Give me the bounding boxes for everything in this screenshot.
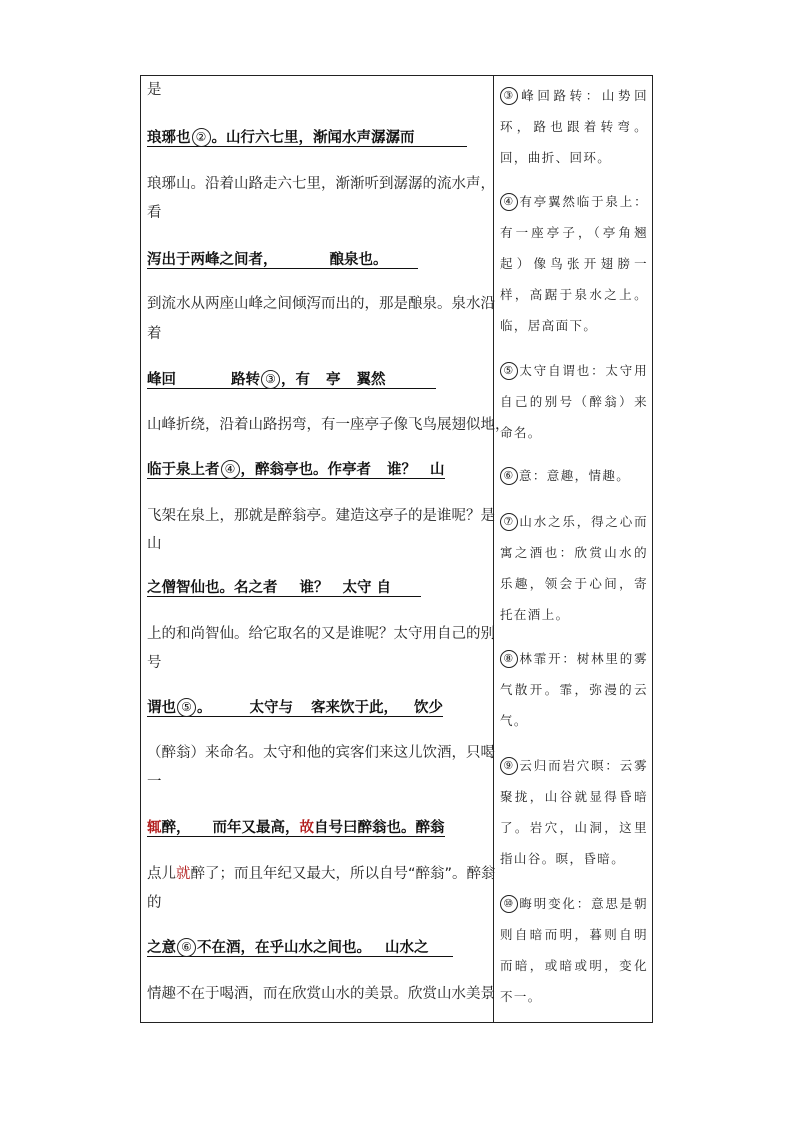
original-text <box>147 580 421 597</box>
original-segment: 。山行六七里，渐闻水声潺潺而 <box>211 130 415 146</box>
translation-line <box>147 653 162 673</box>
original-segment: 翼然 <box>356 372 386 388</box>
note-item <box>500 186 648 341</box>
original-segment: 山水之 <box>385 940 429 956</box>
translation-line <box>147 864 496 884</box>
original-line <box>147 938 453 958</box>
note-number: ⑨ <box>500 757 518 775</box>
note-text: 有亭翼然临于泉上：有一座亭子，（亭角翘起）像鸟张开翅膀一样，高踞于泉水之上。临，居高面下。 <box>500 194 648 333</box>
original-line <box>147 578 421 598</box>
original-segment: 而年又最高， <box>212 820 300 836</box>
translation-line <box>147 324 162 344</box>
translation-text: 着 <box>147 326 162 342</box>
original-segment: 琅琊也 <box>147 130 191 146</box>
translation-line <box>147 624 495 644</box>
note-text: 太守自谓也：太守用自己的别号（醉翁）来命名。 <box>500 363 648 440</box>
original-text <box>147 820 445 837</box>
original-line <box>147 460 445 480</box>
original-segment: 泻出于两峰之间者， <box>147 252 278 268</box>
original-text <box>147 130 467 147</box>
translation-line <box>147 174 495 194</box>
translation-text: 情趣不在于喝酒，而在欣赏山水的美景。欣赏山水美景 <box>147 986 495 1002</box>
original-text <box>147 372 436 389</box>
note-item <box>500 643 648 736</box>
note-text: 山水之乐，得之心而寓之酒也：欣赏山水的乐趣，领会于心间，寄托在酒上。 <box>500 514 648 622</box>
original-segment: 亭 <box>326 372 341 388</box>
translation-line <box>147 743 495 763</box>
original-segment: 醉， <box>161 820 191 836</box>
note-item <box>500 460 648 491</box>
translation-highlight: 就 <box>176 866 191 882</box>
translation-line <box>147 772 162 792</box>
original-segment: 之僧智仙也。名之者 <box>147 580 278 596</box>
translation-text: 号 <box>147 655 162 671</box>
note-text: 意：意趣，情趣。 <box>519 468 631 483</box>
note-text: 林霏开：树林里的雾气散开。霏，弥漫的云气。 <box>500 651 648 728</box>
original-text <box>147 700 443 717</box>
note-number: ④ <box>500 193 518 211</box>
original-text <box>147 252 418 269</box>
note-marker: ④ <box>221 460 240 479</box>
translation-text: 飞架在泉上，那就是醉翁亭。建造这亭子的是谁呢？是 <box>147 508 495 524</box>
translation-line <box>147 534 162 554</box>
note-marker: ② <box>192 128 211 147</box>
original-segment: 谁？ <box>387 462 416 478</box>
original-segment: 自号曰醉翁也。醉翁 <box>314 820 445 836</box>
translation-text: 山 <box>147 536 162 552</box>
original-segment: 临于泉上者 <box>147 462 220 478</box>
translation-line <box>147 294 495 314</box>
note-number: ⑧ <box>500 650 518 668</box>
note-item <box>500 506 648 630</box>
note-item <box>500 80 648 173</box>
note-text: 云归而岩穴暝：云雾聚拢，山谷就显得昏暗了。岩穴，山洞，这里指山谷。暝，昏暗。 <box>500 758 648 866</box>
original-segment-highlight: 故 <box>299 820 314 836</box>
translation-line <box>147 203 162 223</box>
note-item <box>500 355 648 448</box>
original-line <box>147 698 443 718</box>
original-segment: 酿泉也。 <box>329 252 388 268</box>
original-text <box>147 940 453 957</box>
original-segment: 山 <box>430 462 445 478</box>
translation-text: 上的和尚智仙。给它取名的又是谁呢？太守用自己的别 <box>147 626 495 642</box>
original-segment: ，醉翁亭也。作亭者 <box>240 462 371 478</box>
translation-line <box>147 506 495 526</box>
note-marker: ⑤ <box>177 698 196 717</box>
translation-text: （醉翁）来命名。太守和他的宾客们来这儿饮酒，只喝 <box>147 745 495 761</box>
translation-line <box>147 415 510 435</box>
translation-line <box>147 893 162 913</box>
original-segment: 谁？ <box>299 580 329 596</box>
translation-line <box>147 80 162 100</box>
original-segment: 谓也 <box>147 700 176 716</box>
original-segment: 饮少 <box>414 700 443 716</box>
original-segment: 。 <box>197 700 212 716</box>
translation-text: 琅琊山。沿着山路走六七里，渐渐听到潺潺的流水声， <box>147 176 495 192</box>
note-item <box>500 750 648 874</box>
note-text: 峰回路转：山势回环，路也跟着转弯。回，曲折、回环。 <box>500 88 648 165</box>
note-number: ⑤ <box>500 362 518 380</box>
translation-text: 到流水从两座山峰之间倾泻而出的，那是酿泉。泉水沿 <box>147 296 495 312</box>
original-segment: ，有 <box>281 372 310 388</box>
translation-text: 山峰折绕，沿着山路拐弯，有一座亭子像飞鸟展翅似地， <box>147 417 510 433</box>
original-segment: 之意 <box>147 940 176 956</box>
translation-line <box>147 984 495 1004</box>
translation-text: 的 <box>147 895 162 911</box>
note-marker: ③ <box>261 370 280 389</box>
translation-text: 醉了；而且年纪又最大，所以自号“醉翁”。醉翁 <box>190 866 496 882</box>
original-line <box>147 818 445 838</box>
translation-text: 是 <box>147 82 162 98</box>
translation-text: 一 <box>147 774 162 790</box>
original-segment: 客来饮于此， <box>311 700 398 716</box>
original-segment: 不在酒，在乎山水之间也。 <box>197 940 371 956</box>
note-number: ⑦ <box>500 513 518 531</box>
original-line <box>147 250 418 270</box>
note-number: ⑩ <box>500 895 518 913</box>
translation-text: 点儿 <box>147 866 176 882</box>
original-line <box>147 370 436 390</box>
note-number: ⑥ <box>500 467 518 485</box>
original-segment: 峰回 <box>147 372 176 388</box>
note-text: 晦明变化：意思是朝则自暗而明，暮则自明而暗，或暗或明，变化不一。 <box>500 896 648 1004</box>
note-item <box>500 888 648 1012</box>
original-segment: 路转 <box>231 372 260 388</box>
translation-text: 看 <box>147 205 162 221</box>
original-segment-highlight: 辄 <box>147 820 162 836</box>
original-segment: 太守与 <box>249 700 293 716</box>
original-line <box>147 128 467 148</box>
original-text <box>147 462 445 479</box>
note-number: ③ <box>500 87 518 105</box>
note-marker: ⑥ <box>177 938 196 957</box>
original-segment: 太守 自 <box>342 580 392 596</box>
